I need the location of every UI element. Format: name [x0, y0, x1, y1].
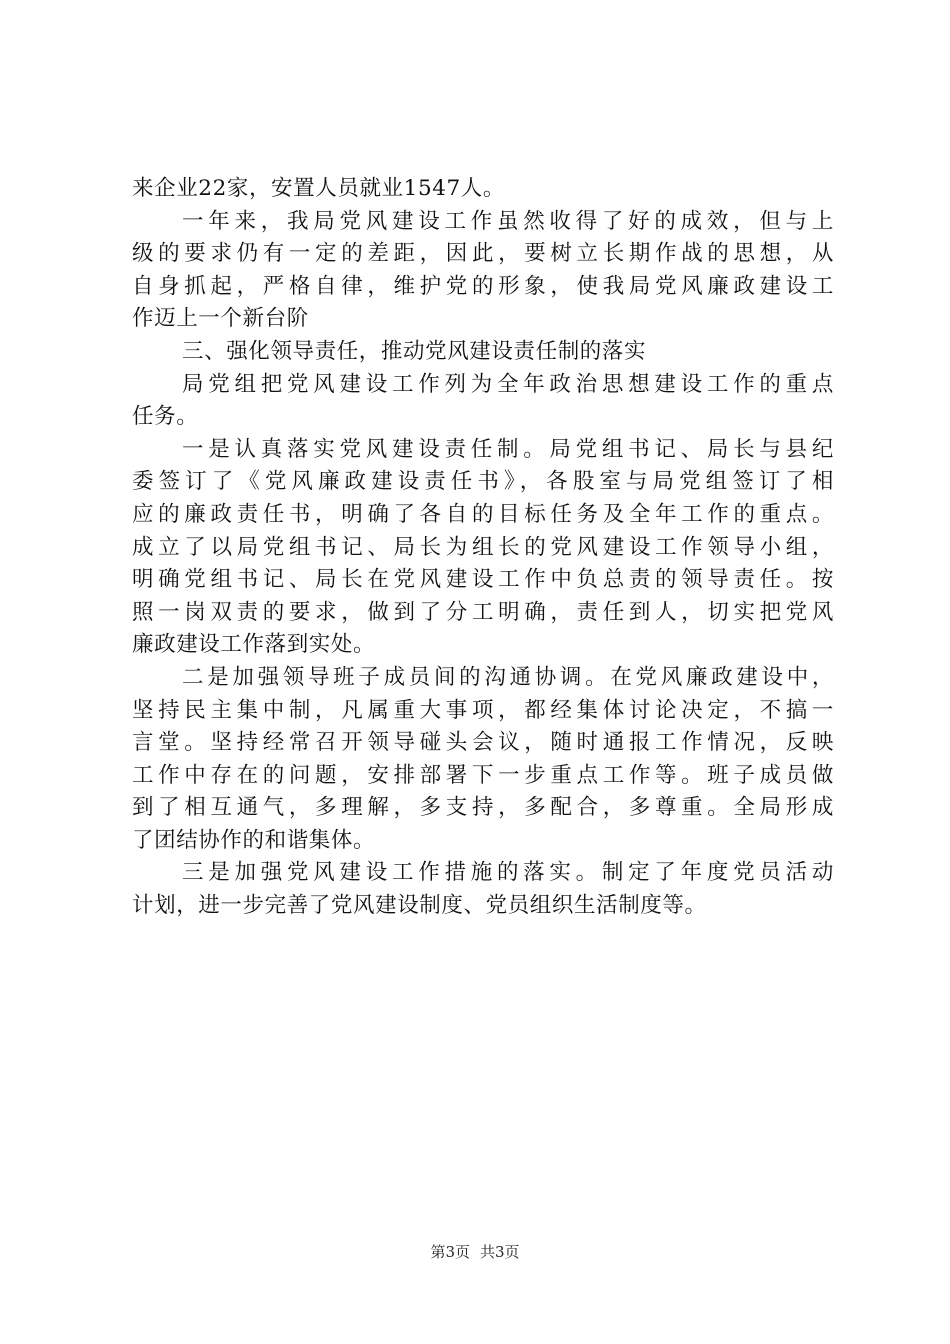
- paragraph-start-line: 一是认真落实党风建设责任制。局党组书记、局长与县纪: [182, 436, 834, 462]
- section-heading: 三、强化领导责任，推动党风建设责任制的落实: [182, 338, 647, 364]
- document-body: [132, 173, 834, 923]
- paragraph-start-line: 二是加强领导班子成员间的沟通协调。在党风廉政建设中，: [182, 664, 834, 690]
- page-footer: [0, 1242, 950, 1262]
- text-line: 作迈上一个新台阶: [132, 306, 309, 332]
- text-line: 到了相互通气，多理解，多支持，多配合，多尊重。全局形成: [132, 795, 834, 821]
- text-line: 级的要求仍有一定的差距，因此，要树立长期作战的思想，从: [132, 241, 834, 267]
- paragraph-start-line: 一年来，我局党风建设工作虽然收得了好的成效，但与上: [182, 208, 834, 234]
- text-line: 工作中存在的问题，安排部署下一步重点工作等。班子成员做: [132, 762, 834, 788]
- text-line: 成立了以局党组书记、局长为组长的党风建设工作领导小组，: [132, 534, 834, 560]
- page-number: 第3页: [430, 1243, 470, 1261]
- text-line: 应的廉政责任书，明确了各自的目标任务及全年工作的重点。: [132, 501, 834, 527]
- text-line: 明确党组书记、局长在党风建设工作中负总责的领导责任。按: [132, 567, 834, 593]
- text-line: 言堂。坚持经常召开领导碰头会议，随时通报工作情况，反映: [132, 730, 834, 756]
- text-line: 计划，进一步完善了党风建设制度、党员组织生活制度等。: [132, 893, 707, 919]
- text-line: 委签订了《党风廉政建设责任书》，各股室与局党组签订了相: [132, 469, 834, 495]
- text-line: 来企业22家，安置人员就业1547人。: [132, 176, 505, 201]
- text-line: 了团结协作的和谐集体。: [132, 827, 376, 853]
- text-line: 任务。: [132, 404, 199, 430]
- text-line: 自身抓起，严格自律，维护党的形象，使我局党风廉政建设工: [132, 273, 834, 299]
- text-line: 廉政建设工作落到实处。: [132, 632, 376, 658]
- text-line: 坚持民主集中制，凡属重大事项，都经集体讨论决定，不搞一: [132, 697, 834, 723]
- page-total: 共3页: [480, 1243, 520, 1261]
- text-line: 照一岗双责的要求，做到了分工明确，责任到人，切实把党风: [132, 599, 834, 625]
- paragraph-start-line: 三是加强党风建设工作措施的落实。制定了年度党员活动: [182, 860, 834, 886]
- paragraph-start-line: 局党组把党风建设工作列为全年政治思想建设工作的重点: [182, 371, 834, 397]
